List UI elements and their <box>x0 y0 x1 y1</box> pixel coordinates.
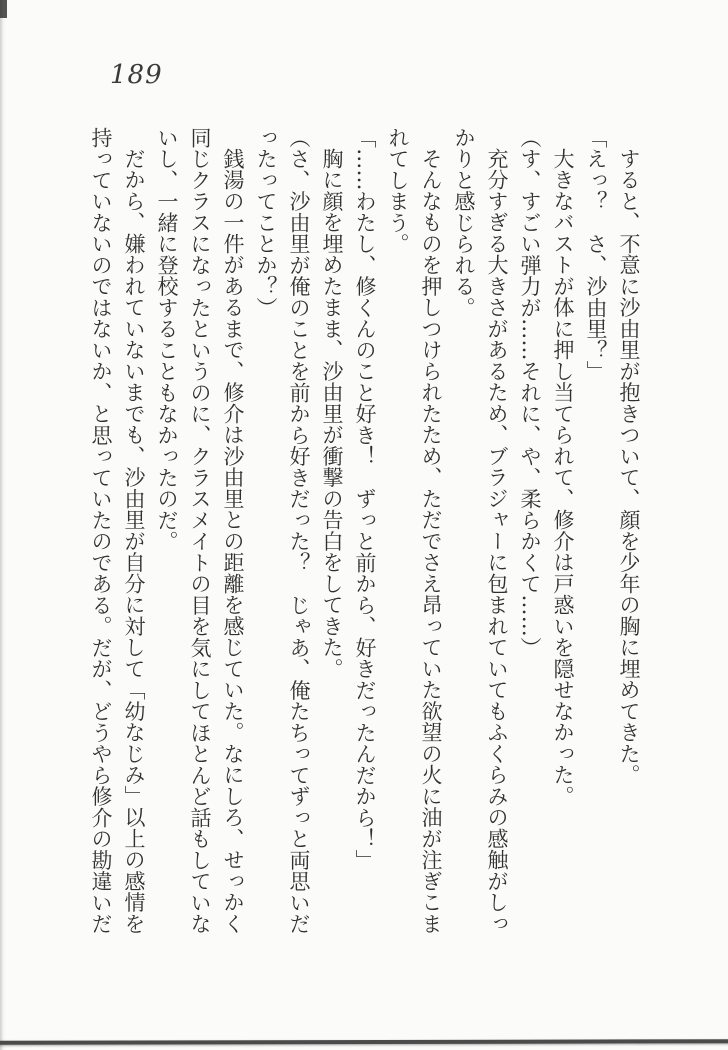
text-column: 充分すぎる大きさがあるため、ブラジャーに包まれていてもふくらみの感触がしっ <box>485 148 509 935</box>
text-column: ったってことか？） <box>254 127 278 319</box>
text-column: そんなものを押しつけられたため、ただでさえ昂っていた欲望の火に油が注ぎこま <box>419 148 443 935</box>
text-column: だから、嫌われていないまでも、沙由里が自分に対して「幼なじみ」以上の感情を <box>122 148 146 935</box>
text-column: れてしまう。 <box>386 127 410 255</box>
text-column: 同じクラスになったというのに、クラスメイトの目を気にしてほとんど話もしていな <box>188 127 212 935</box>
vertical-text-block <box>84 127 645 937</box>
text-column: すると、不意に沙由里が抱きついて、顔を少年の胸に埋めてきた。 <box>617 148 641 786</box>
text-column: 胸に顔を埋めたまま、沙由里が衝撃の告白をしてきた。 <box>320 148 344 680</box>
text-column: 銭湯の一件があるまで、修介は沙由里との距離を感じていた。なにしろ、せっかく <box>221 148 245 935</box>
text-column: 「えっ？ さ、沙由里？」 <box>584 127 608 382</box>
text-column: 大きなバストが体に押し当てられて、修介は戸惑いを隠せなかった。 <box>551 148 575 807</box>
page-number: 189 <box>110 60 163 90</box>
text-column: 持っていないのではないか、と思っていたのである。だが、どうやら修介の勘違いだ <box>89 127 113 935</box>
text-column: （さ、沙由里が俺のことを前から好きだった？ じゃあ、俺たちってずっと両思いだ <box>287 127 311 935</box>
scan-corner-mark <box>0 0 7 18</box>
text-column: いし、一緒に登校することもなかったのだ。 <box>155 127 179 552</box>
text-column: （す、すごい弾力が……それに、や、柔らかくて……） <box>518 127 542 659</box>
text-column: 「……わたし、修くんのこと好き！ ずっと前から、好きだったんだから！」 <box>353 127 377 871</box>
text-column: かりと感じられる。 <box>452 127 476 319</box>
page-left-edge-shadow <box>0 0 6 1050</box>
page-bottom-edge-line <box>0 1039 728 1045</box>
